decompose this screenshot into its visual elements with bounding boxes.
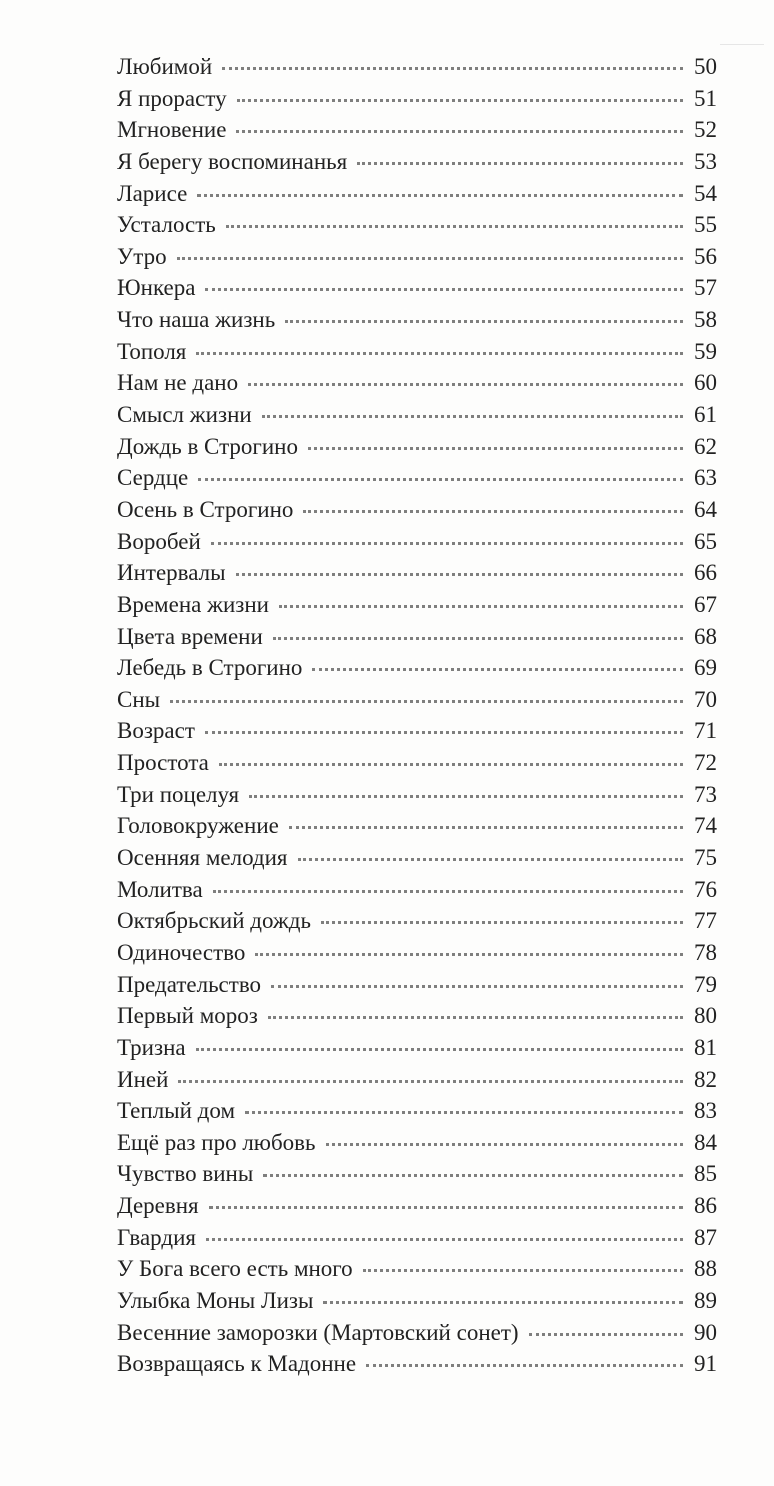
dot-leader — [357, 162, 683, 165]
toc-entry-page-number: 61 — [694, 402, 717, 428]
dot-leader — [236, 130, 683, 133]
toc-entry-page-number: 69 — [694, 655, 717, 681]
toc-entry — [117, 146, 717, 178]
toc-entry — [117, 494, 717, 526]
toc-entry-page-number: 73 — [694, 781, 717, 807]
toc-entry-title: Тополя — [117, 338, 187, 364]
toc-entry-title: Цвета времени — [117, 623, 263, 649]
toc-entry-page-number: 77 — [694, 908, 717, 934]
toc-entry — [117, 209, 717, 241]
toc-entry — [117, 684, 717, 716]
toc-entry — [117, 652, 717, 684]
toc-entry — [117, 241, 717, 273]
toc-entry — [117, 779, 717, 811]
toc-entry — [117, 937, 717, 969]
toc-entry — [117, 51, 717, 83]
toc-entry-title: Воробей — [117, 528, 201, 554]
toc-entry — [117, 304, 717, 336]
toc-entry-page-number: 57 — [694, 275, 717, 301]
toc-entry — [117, 367, 717, 399]
toc-entry-page-number: 67 — [694, 591, 717, 617]
toc-entry — [117, 842, 717, 874]
toc-entry-page-number: 53 — [694, 148, 717, 174]
toc-entry-page-number: 78 — [694, 939, 717, 965]
toc-entry-page-number: 59 — [694, 338, 717, 364]
dot-leader — [363, 1269, 683, 1272]
dot-leader — [196, 352, 683, 355]
toc-entry-title: Одиночество — [117, 939, 246, 965]
page-edge-mark — [720, 44, 764, 45]
toc-entry-title: Юнкера — [117, 275, 196, 301]
toc-entry — [117, 1032, 717, 1064]
toc-entry-page-number: 63 — [694, 465, 717, 491]
toc-entry-page-number: 76 — [694, 876, 717, 902]
dot-leader — [205, 731, 683, 734]
toc-entry — [117, 1000, 717, 1032]
toc-entry — [117, 905, 717, 937]
toc-entry-title: Дождь в Строгино — [117, 433, 298, 459]
toc-entry-title: Чувство вины — [117, 1161, 254, 1187]
dot-leader — [263, 1174, 683, 1177]
dot-leader — [326, 1143, 683, 1146]
dot-leader — [273, 637, 683, 640]
toc-entry-page-number: 60 — [694, 370, 717, 396]
toc-entry — [117, 874, 717, 906]
toc-entry-title: Тризна — [117, 1034, 186, 1060]
dot-leader — [289, 826, 683, 829]
dot-leader — [279, 605, 683, 608]
toc-entry-page-number: 85 — [694, 1161, 717, 1187]
toc-entry-page-number: 50 — [694, 54, 717, 79]
toc-entry — [117, 526, 717, 558]
dot-leader — [529, 1333, 683, 1336]
toc-entry — [117, 1222, 717, 1254]
dot-leader — [177, 257, 683, 260]
toc-entry-title: Октябрьский дождь — [117, 908, 311, 934]
toc-entry-page-number: 72 — [694, 750, 717, 776]
toc-entry — [117, 83, 717, 115]
toc-entry — [117, 399, 717, 431]
toc-entry-page-number: 51 — [694, 85, 717, 111]
toc-entry-title: Головокружение — [117, 813, 279, 839]
toc-entry-title: Деревня — [117, 1193, 199, 1219]
toc-entry-page-number: 80 — [694, 1003, 717, 1029]
dot-leader — [249, 795, 683, 798]
toc-entry-page-number: 87 — [694, 1224, 717, 1250]
toc-entry-title: Сердце — [117, 465, 189, 491]
dot-leader — [209, 1206, 683, 1209]
toc-entry — [117, 747, 717, 779]
toc-entry-title: Улыбка Моны Лизы — [117, 1287, 314, 1313]
toc-entry — [117, 272, 717, 304]
dot-leader — [248, 383, 683, 386]
toc-entry-title: Я берегу воспоминанья — [117, 148, 348, 174]
toc-entry-title: Предательство — [117, 971, 262, 997]
toc-entry-title: У Бога всего есть много — [117, 1256, 353, 1282]
toc-entry-title: Возраст — [117, 718, 195, 744]
toc-entry-page-number: 90 — [694, 1319, 717, 1345]
toc-entry-title: Ларисе — [117, 180, 188, 206]
toc-entry-title: Времена жизни — [117, 591, 269, 617]
toc-entry — [117, 336, 717, 368]
toc-entry — [117, 1317, 717, 1349]
toc-entry-page-number: 84 — [694, 1129, 717, 1155]
toc-entry-page-number: 64 — [694, 496, 717, 522]
toc-entry-page-number: 75 — [694, 845, 717, 871]
toc-entry-title: Нам не дано — [117, 370, 239, 396]
dot-leader — [219, 763, 683, 766]
dot-leader — [196, 1048, 683, 1051]
dot-leader — [262, 415, 683, 418]
dot-leader — [285, 320, 683, 323]
toc-entry-title: Любимой — [117, 54, 213, 79]
toc-entry-page-number: 82 — [694, 1066, 717, 1092]
dot-leader — [268, 1016, 683, 1019]
toc-entry-title: Весенние заморозки (Мартовский сонет) — [117, 1319, 519, 1345]
toc-entry-title: Лебедь в Строгино — [117, 655, 303, 681]
dot-leader — [213, 890, 683, 893]
toc-entry-page-number: 74 — [694, 813, 717, 839]
dot-leader — [271, 985, 683, 988]
toc-entry-page-number: 81 — [694, 1034, 717, 1060]
toc-entry-title: Ещё раз про любовь — [117, 1129, 316, 1155]
dot-leader — [178, 1080, 683, 1083]
toc-entry-title: Гвардия — [117, 1224, 196, 1250]
toc-entry-page-number: 89 — [694, 1287, 717, 1313]
toc-entry-page-number: 71 — [694, 718, 717, 744]
toc-entry — [117, 1158, 717, 1190]
dot-leader — [198, 478, 683, 481]
dot-leader — [245, 1111, 683, 1114]
toc-entry-page-number: 62 — [694, 433, 717, 459]
toc-entry-title: Усталость — [117, 212, 216, 238]
toc-entry-page-number: 83 — [694, 1098, 717, 1124]
toc-entry-page-number: 88 — [694, 1256, 717, 1282]
toc-entry — [117, 715, 717, 747]
dot-leader — [308, 447, 683, 450]
toc-entry-title: Смысл жизни — [117, 402, 252, 428]
toc-entry-page-number: 66 — [694, 560, 717, 586]
dot-leader — [303, 510, 683, 513]
toc-entry — [117, 1190, 717, 1222]
dot-leader — [255, 953, 683, 956]
toc-entry — [117, 431, 717, 463]
dot-leader — [170, 700, 683, 703]
toc-entry — [117, 1253, 717, 1285]
toc-entry-title: Мгновение — [117, 117, 227, 143]
dot-leader — [206, 1238, 683, 1241]
table-of-contents — [117, 51, 717, 1380]
toc-entry-title: Что наша жизнь — [117, 307, 276, 333]
toc-entry-page-number: 65 — [694, 528, 717, 554]
dot-leader — [312, 668, 683, 671]
toc-entry-title: Утро — [117, 243, 167, 269]
toc-entry-page-number: 86 — [694, 1193, 717, 1219]
toc-entry-title: Иней — [117, 1066, 169, 1092]
toc-entry-title: Интервалы — [117, 560, 226, 586]
toc-entry-title: Три поцелуя — [117, 781, 240, 807]
toc-entry-title: Первый мороз — [117, 1003, 258, 1029]
toc-entry — [117, 969, 717, 1001]
toc-entry-title: Осень в Строгино — [117, 496, 294, 522]
dot-leader — [197, 194, 683, 197]
toc-entry-page-number: 54 — [694, 180, 717, 206]
toc-entry — [117, 557, 717, 589]
toc-entry-title: Простота — [117, 750, 209, 776]
toc-entry-page-number: 79 — [694, 971, 717, 997]
dot-leader — [321, 921, 683, 924]
toc-entry-title: Возвращаясь к Мадонне — [117, 1351, 357, 1377]
toc-entry — [117, 589, 717, 621]
toc-entry-page-number: 91 — [694, 1351, 717, 1377]
toc-entry-page-number: 52 — [694, 117, 717, 143]
dot-leader — [236, 573, 683, 576]
toc-entry-title: Сны — [117, 686, 161, 712]
dot-leader — [205, 288, 683, 291]
toc-entry-page-number: 70 — [694, 686, 717, 712]
toc-entry-page-number: 68 — [694, 623, 717, 649]
dot-leader — [366, 1364, 683, 1367]
toc-entry — [117, 114, 717, 146]
toc-entry — [117, 462, 717, 494]
dot-leader — [226, 225, 683, 228]
dot-leader — [323, 1301, 683, 1304]
toc-entry — [117, 1064, 717, 1096]
dot-leader — [237, 99, 683, 102]
dot-leader — [222, 67, 683, 70]
toc-entry-title: Я прорасту — [117, 85, 227, 111]
toc-entry-page-number: 56 — [694, 243, 717, 269]
toc-entry — [117, 1348, 717, 1380]
toc-entry-page-number: 58 — [694, 307, 717, 333]
dot-leader — [211, 542, 683, 545]
toc-entry — [117, 178, 717, 210]
toc-entry — [117, 1127, 717, 1159]
toc-entry — [117, 621, 717, 653]
toc-entry-page-number: 55 — [694, 212, 717, 238]
toc-entry-title: Молитва — [117, 876, 203, 902]
toc-entry — [117, 1285, 717, 1317]
toc-entry — [117, 810, 717, 842]
toc-entry-title: Теплый дом — [117, 1098, 235, 1124]
dot-leader — [298, 858, 683, 861]
toc-entry — [117, 1095, 717, 1127]
toc-entry-title: Осенняя мелодия — [117, 845, 288, 871]
